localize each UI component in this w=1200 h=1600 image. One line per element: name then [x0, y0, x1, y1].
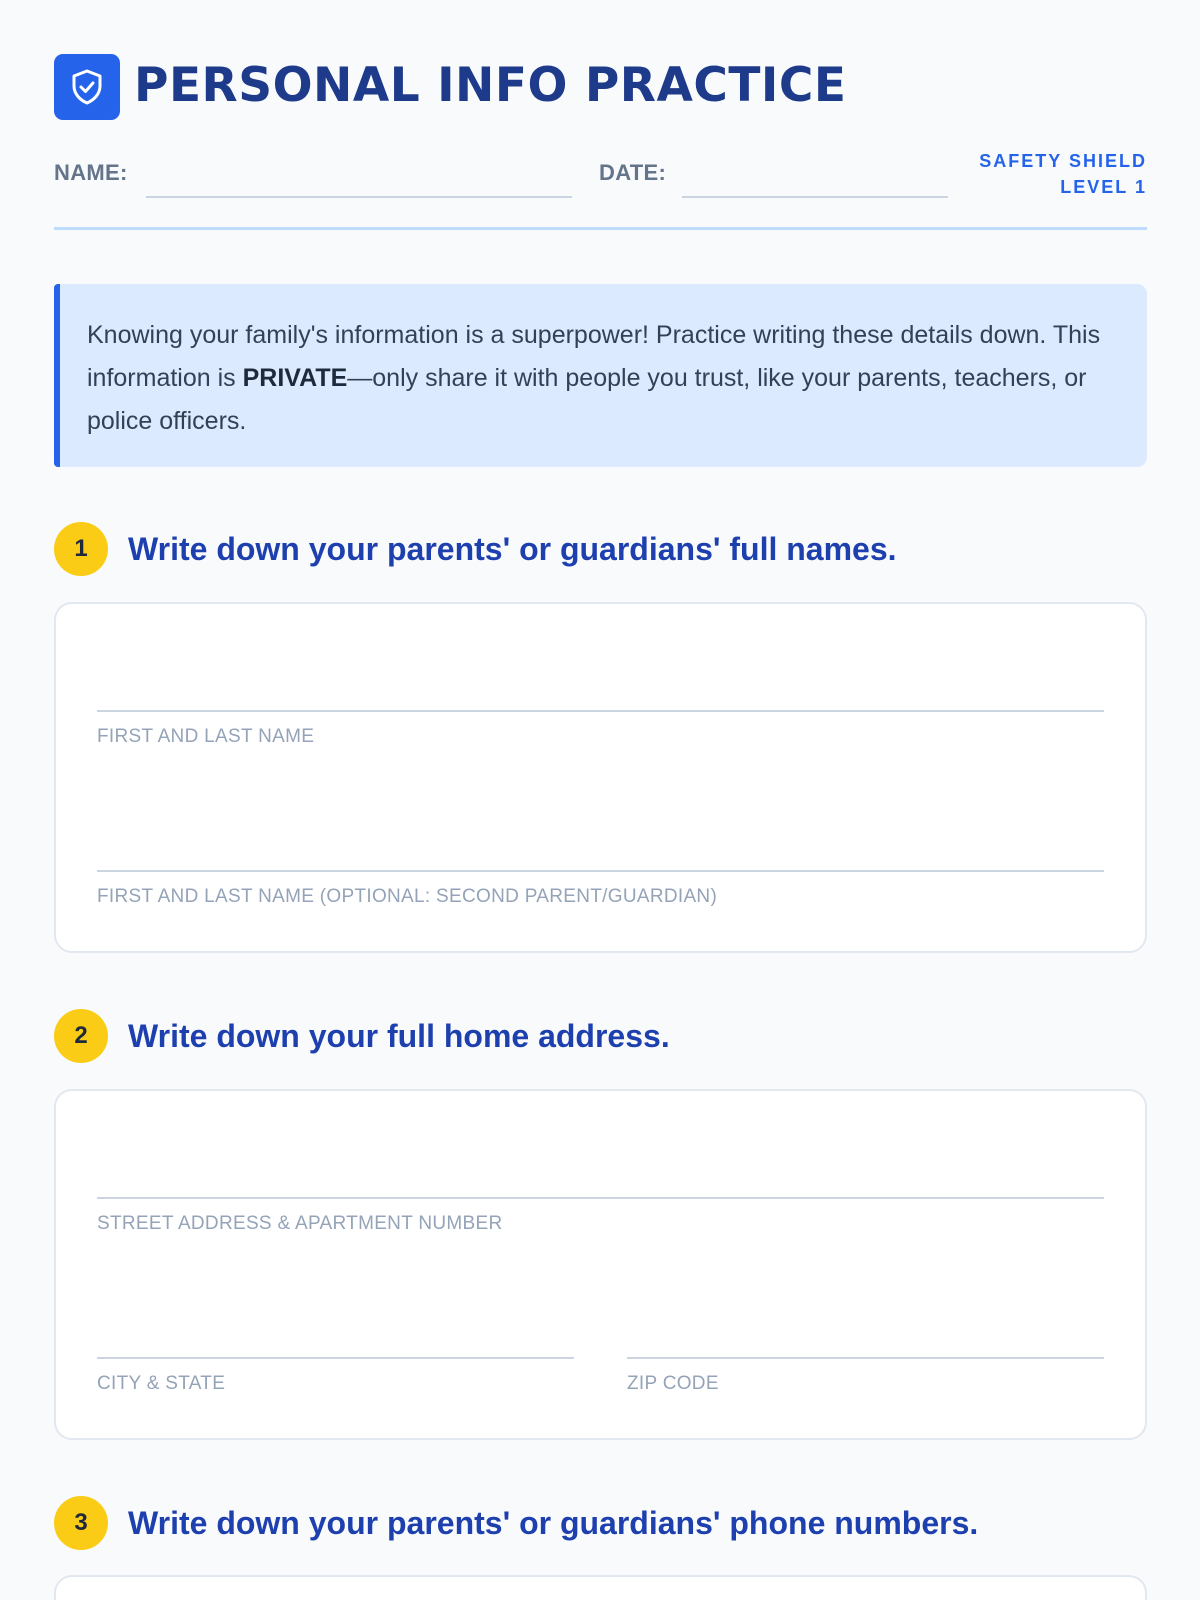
page-title: PERSONAL INFO PRACTICE — [134, 58, 847, 113]
write-line — [97, 1357, 574, 1359]
street-address-field[interactable] — [97, 1197, 1104, 1235]
worksheet-page — [54, 0, 1147, 1541]
section-title: Write down your parents' or guardians' full names. — [128, 530, 897, 567]
section-number-badge: 1 — [54, 522, 108, 576]
header-divider — [54, 227, 1147, 230]
date-label: DATE: — [599, 160, 667, 185]
info-text-emphasis: PRIVATE — [242, 364, 348, 392]
date-field[interactable] — [682, 196, 948, 198]
write-line — [97, 1197, 1104, 1199]
worksheet-header — [54, 0, 1147, 230]
section-3-heading — [54, 1496, 978, 1550]
second-parent-name-field[interactable] — [97, 870, 1104, 908]
info-text-start: Knowing your family's information is a superpower! Practice writing these details down. This information is — [87, 321, 1101, 392]
section-2-heading — [54, 1009, 670, 1063]
section-title: Write down your full home address. — [128, 1017, 670, 1054]
badge-title: SAFETY SHIELD — [979, 151, 1147, 171]
field-label: FIRST AND LAST NAME (OPTIONAL: SECOND PARENT/GUARDIAN) — [97, 886, 718, 907]
section-number-badge: 3 — [54, 1496, 108, 1550]
field-label: ZIP CODE — [627, 1373, 719, 1394]
name-label: NAME: — [54, 160, 128, 185]
shield-check-icon — [54, 54, 120, 120]
parent-name-field[interactable] — [97, 710, 1104, 748]
field-label: CITY & STATE — [97, 1373, 226, 1394]
section-1-heading — [54, 522, 897, 576]
write-line — [97, 710, 1104, 712]
zip-code-field[interactable] — [627, 1357, 1104, 1395]
info-text-end: —only share it with people you trust, like your parents, teachers, or police officers. — [87, 364, 1087, 435]
privacy-info-box — [54, 284, 1147, 467]
city-state-field[interactable] — [97, 1357, 574, 1395]
write-line — [97, 870, 1104, 872]
badge-level: LEVEL 1 — [1060, 177, 1147, 197]
section-title: Write down your parents' or guardians' phone numbers. — [128, 1504, 979, 1541]
section-number-badge: 2 — [54, 1009, 108, 1063]
level-badge — [979, 148, 1147, 200]
write-line — [627, 1357, 1104, 1359]
section-2-card — [54, 1089, 1147, 1440]
section-3-card — [54, 1575, 1147, 1600]
field-label: STREET ADDRESS & APARTMENT NUMBER — [97, 1213, 503, 1234]
field-label: FIRST AND LAST NAME — [97, 726, 315, 747]
name-field[interactable] — [146, 196, 572, 198]
section-1-card — [54, 602, 1147, 953]
